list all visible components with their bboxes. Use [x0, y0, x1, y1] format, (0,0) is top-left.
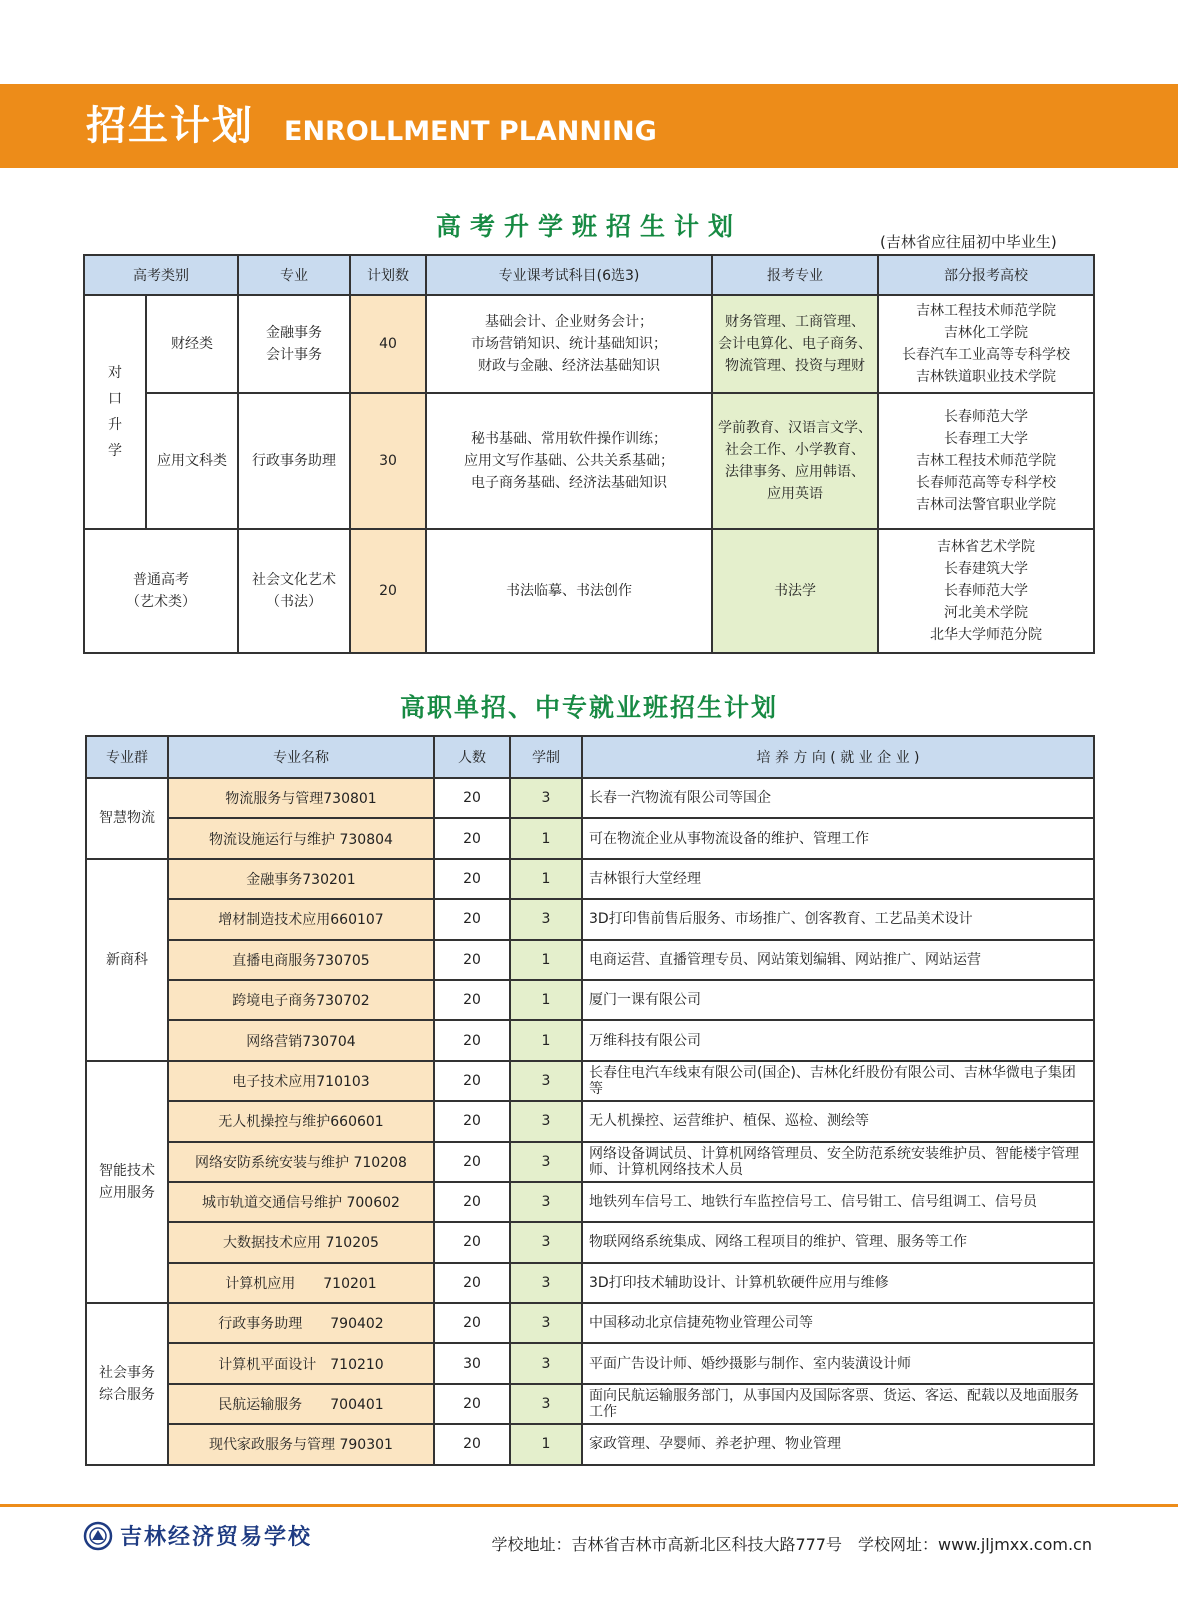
section1-note: (吉林省应往届初中毕业生): [880, 233, 1057, 251]
gaokao-plan-table: [83, 254, 1095, 654]
major-name-cell: 电子技术应用710103: [168, 1061, 434, 1101]
table-row: [86, 818, 1094, 858]
table-row: [86, 1303, 1094, 1343]
count-cell: 20: [434, 1263, 510, 1303]
banner-title-cn: 招生计划: [86, 103, 254, 149]
table-row: [86, 899, 1094, 939]
direction-cell: 家政管理、孕婴师、养老护理、物业管理: [582, 1424, 1094, 1464]
group-cell: 社会事务 综合服务: [86, 1303, 168, 1465]
major-name-cell: 计算机应用 710201: [168, 1263, 434, 1303]
years-cell: 3: [510, 1101, 582, 1141]
years-cell: 3: [510, 1142, 582, 1182]
direction-cell: 无人机操控、运营维护、植保、巡检、测绘等: [582, 1101, 1094, 1141]
section2-title: 高职单招、中专就业班招生计划: [399, 693, 778, 722]
subjects-cell: 书法临摹、书法创作: [426, 529, 712, 653]
years-cell: 1: [510, 940, 582, 980]
count-cell: 20: [434, 1182, 510, 1222]
years-cell: 3: [510, 1343, 582, 1383]
direction-cell: 长春一汽物流有限公司等国企: [582, 778, 1094, 818]
header-cell: 专业: [238, 255, 350, 295]
table-row: [86, 1020, 1094, 1060]
table-row: [84, 393, 1094, 529]
years-cell: 3: [510, 1061, 582, 1101]
years-cell: 1: [510, 818, 582, 858]
plan-count-cell: 40: [350, 295, 426, 393]
footer-divider: [0, 1504, 1178, 1507]
table-header-row: [86, 736, 1094, 778]
subjects-cell: 秘书基础、常用软件操作训练； 应用文写作基础、公共关系基础； 电子商务基础、经济法基础知识: [426, 393, 712, 529]
major-name-cell: 现代家政服务与管理 790301: [168, 1424, 434, 1464]
major-name-cell: 物流设施运行与维护 730804: [168, 818, 434, 858]
years-cell: 3: [510, 899, 582, 939]
count-cell: 20: [434, 1101, 510, 1141]
vocational-plan-table: [85, 735, 1095, 1466]
apply-majors-cell: 学前教育、汉语言文学、 社会工作、小学教育、 法律事务、应用韩语、 应用英语: [712, 393, 878, 529]
schools-cell: 吉林工程技术师范学院 吉林化工学院 长春汽车工业高等专科学校 吉林铁道职业技术学院: [878, 295, 1094, 393]
apply-majors-cell: 财务管理、工商管理、 会计电算化、电子商务、 物流管理、投资与理财: [712, 295, 878, 393]
direction-cell: 面向民航运输服务部门，从事国内及国际客票、货运、客运、配载以及地面服务工作: [582, 1384, 1094, 1424]
plan-count-cell: 30: [350, 393, 426, 529]
direction-cell: 物联网络系统集成、网络工程项目的维护、管理、服务等工作: [582, 1222, 1094, 1262]
years-cell: 1: [510, 1424, 582, 1464]
major-cell: 行政事务助理: [238, 393, 350, 529]
years-cell: 3: [510, 1384, 582, 1424]
table-row: [86, 1101, 1094, 1141]
direction-cell: 地铁列车信号工、地铁行车监控信号工、信号钳工、信号组调工、信号员: [582, 1182, 1094, 1222]
major-name-cell: 物流服务与管理730801: [168, 778, 434, 818]
school-name: 吉林经济贸易学校: [120, 1524, 313, 1550]
table-row: [86, 1061, 1094, 1101]
years-cell: 3: [510, 1222, 582, 1262]
header-cell: 学制: [510, 736, 582, 778]
table-row: [86, 1142, 1094, 1182]
header-cell: 培 养 方 向 ( 就 业 企 业 ): [582, 736, 1094, 778]
table-row: [86, 980, 1094, 1020]
header-cell: 高考类别: [84, 255, 238, 295]
count-cell: 20: [434, 940, 510, 980]
direction-cell: 3D打印售前售后服务、市场推广、创客教育、工艺品美术设计: [582, 899, 1094, 939]
direction-cell: 万维科技有限公司: [582, 1020, 1094, 1060]
major-name-cell: 计算机平面设计 710210: [168, 1343, 434, 1383]
major-name-cell: 网络营销730704: [168, 1020, 434, 1060]
table-row: [86, 1182, 1094, 1222]
header-cell: 专业名称: [168, 736, 434, 778]
table-header-row: [84, 255, 1094, 295]
count-cell: 20: [434, 818, 510, 858]
table-row: [86, 859, 1094, 899]
school-logo-icon: [83, 1521, 113, 1551]
count-cell: 20: [434, 1424, 510, 1464]
table-row: [86, 1384, 1094, 1424]
years-cell: 1: [510, 859, 582, 899]
group-cell: 智能技术 应用服务: [86, 1061, 168, 1303]
table-row: [84, 529, 1094, 653]
years-cell: 3: [510, 1303, 582, 1343]
count-cell: 20: [434, 859, 510, 899]
apply-majors-cell: 书法学: [712, 529, 878, 653]
direction-cell: 吉林银行大堂经理: [582, 859, 1094, 899]
major-name-cell: 大数据技术应用 710205: [168, 1222, 434, 1262]
major-name-cell: 无人机操控与维护660601: [168, 1101, 434, 1141]
years-cell: 3: [510, 1182, 582, 1222]
table-row: [86, 1424, 1094, 1464]
major-name-cell: 金融事务730201: [168, 859, 434, 899]
count-cell: 20: [434, 1142, 510, 1182]
table-row: [84, 295, 1094, 393]
major-cell: 社会文化艺术 （书法）: [238, 529, 350, 653]
years-cell: 1: [510, 980, 582, 1020]
major-name-cell: 跨境电子商务730702: [168, 980, 434, 1020]
count-cell: 20: [434, 899, 510, 939]
schools-cell: 长春师范大学 长春理工大学 吉林工程技术师范学院 长春师范高等专科学校 吉林司法警官职业学院: [878, 393, 1094, 529]
direction-cell: 电商运营、直播管理专员、网站策划编辑、网站推广、网站运营: [582, 940, 1094, 980]
years-cell: 3: [510, 778, 582, 818]
major-name-cell: 增材制造技术应用660107: [168, 899, 434, 939]
direction-cell: 3D打印技术辅助设计、计算机软硬件应用与维修: [582, 1263, 1094, 1303]
direction-cell: 中国移动北京信捷苑物业管理公司等: [582, 1303, 1094, 1343]
table-row: [86, 778, 1094, 818]
schools-cell: 吉林省艺术学院 长春建筑大学 长春师范大学 河北美术学院 北华大学师范分院: [878, 529, 1094, 653]
table-row: [86, 1343, 1094, 1383]
count-cell: 20: [434, 1384, 510, 1424]
count-cell: 20: [434, 1061, 510, 1101]
header-cell: 计划数: [350, 255, 426, 295]
major-name-cell: 行政事务助理 790402: [168, 1303, 434, 1343]
header-cell: 专业群: [86, 736, 168, 778]
count-cell: 20: [434, 1222, 510, 1262]
group-label: 对 口 升 学: [84, 295, 146, 529]
major-name-cell: 城市轨道交通信号维护 700602: [168, 1182, 434, 1222]
direction-cell: 长春住电汽车线束有限公司(国企)、吉林化纤股份有限公司、吉林华微电子集团等: [582, 1061, 1094, 1101]
count-cell: 20: [434, 980, 510, 1020]
group-cell: 新商科: [86, 859, 168, 1061]
major-cell: 金融事务 会计事务: [238, 295, 350, 393]
header-cell: 报考专业: [712, 255, 878, 295]
footer-address: 学校地址：吉林省吉林市高新北区科技大路777号 学校网址：www.jljmxx.com.cn: [491, 1535, 1092, 1554]
plan-count-cell: 20: [350, 529, 426, 653]
direction-cell: 厦门一课有限公司: [582, 980, 1094, 1020]
section1-title: 高考升学班招生计划: [435, 212, 742, 241]
count-cell: 20: [434, 1020, 510, 1060]
direction-cell: 可在物流企业从事物流设备的维护、管理工作: [582, 818, 1094, 858]
major-name-cell: 民航运输服务 700401: [168, 1384, 434, 1424]
major-name-cell: 直播电商服务730705: [168, 940, 434, 980]
count-cell: 20: [434, 1303, 510, 1343]
count-cell: 30: [434, 1343, 510, 1383]
count-cell: 20: [434, 778, 510, 818]
table-row: [86, 1222, 1094, 1262]
header-cell: 专业课考试科目(6选3): [426, 255, 712, 295]
table-row: [86, 1263, 1094, 1303]
subjects-cell: 基础会计、企业财务会计； 市场营销知识、统计基础知识； 财政与金融、经济法基础知识: [426, 295, 712, 393]
major-name-cell: 网络安防系统安装与维护 710208: [168, 1142, 434, 1182]
category-cell: 普通高考 （艺术类）: [84, 529, 238, 653]
years-cell: 1: [510, 1020, 582, 1060]
group-cell: 智慧物流: [86, 778, 168, 859]
header-cell: 人数: [434, 736, 510, 778]
table-row: [86, 940, 1094, 980]
years-cell: 3: [510, 1263, 582, 1303]
direction-cell: 平面广告设计师、婚纱摄影与制作、室内装潢设计师: [582, 1343, 1094, 1383]
banner-title-en: ENROLLMENT PLANNING: [284, 116, 657, 147]
category-cell: 财经类: [146, 295, 238, 393]
direction-cell: 网络设备调试员、计算机网络管理员、安全防范系统安装维护员、智能楼宇管理师、计算机网络技术人员: [582, 1142, 1094, 1182]
header-cell: 部分报考高校: [878, 255, 1094, 295]
category-cell: 应用文科类: [146, 393, 238, 529]
